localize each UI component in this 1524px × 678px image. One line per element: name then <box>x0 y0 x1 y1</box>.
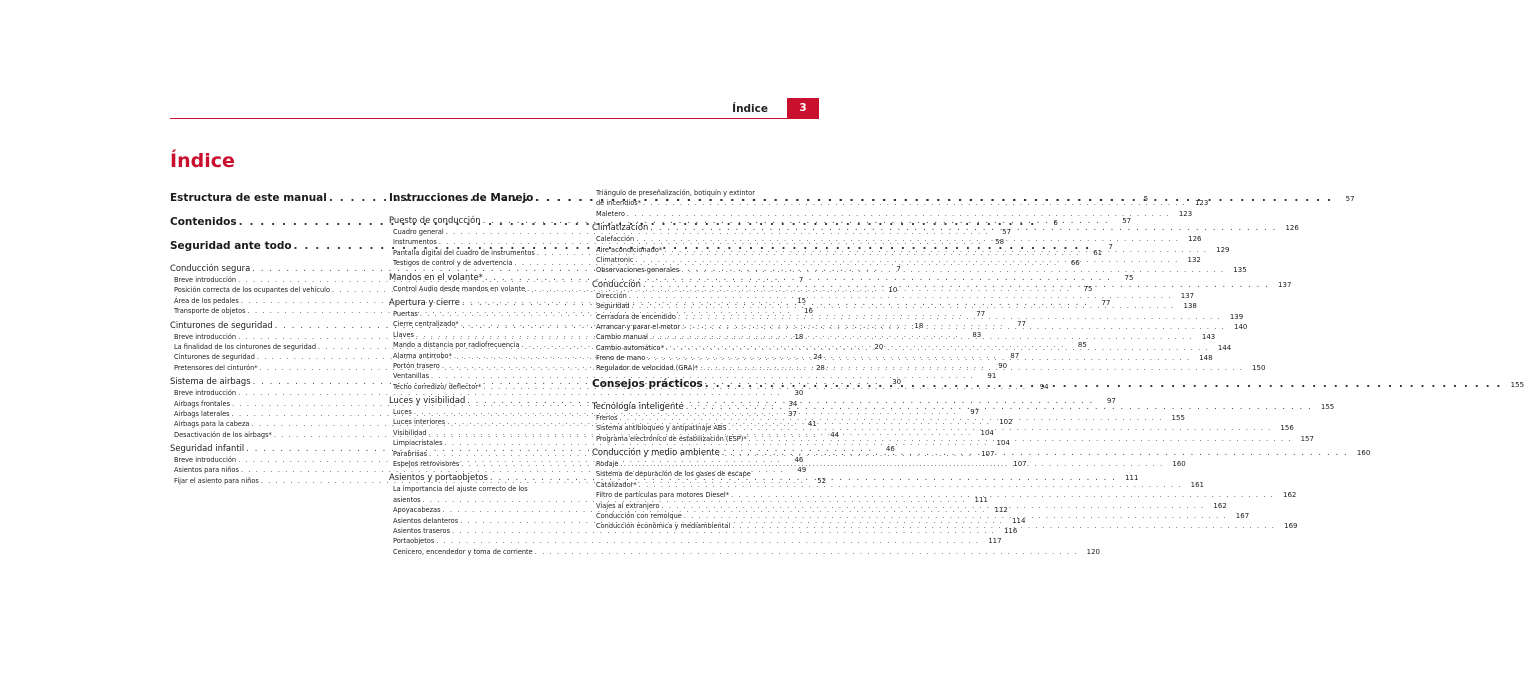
toc-entry-title: Observaciones generales <box>596 266 680 275</box>
toc-page-number: 90 <box>998 361 1008 370</box>
toc-entry-title: Cierre centralizado* <box>393 320 459 329</box>
toc-page-number: 15 <box>797 296 807 305</box>
toc-entry-title: Visibilidad <box>393 428 427 437</box>
dot-leader <box>632 301 1175 311</box>
dot-leader <box>627 209 1170 219</box>
toc-page-number: 83 <box>972 330 982 339</box>
toc-page-number: 7 <box>1108 243 1113 251</box>
toc-page-number: 30 <box>892 378 902 387</box>
dot-leader <box>636 255 1179 265</box>
dot-leader <box>643 278 1270 291</box>
toc-entry-title: Cambio automático* <box>596 343 664 352</box>
toc-page-number: 75 <box>1124 273 1134 282</box>
toc-page-number: 18 <box>794 332 804 341</box>
toc-entry-title: Techo corredizo/ deflector* <box>393 382 482 391</box>
toc-entry-title: Ventanillas <box>393 372 430 381</box>
toc-page-number: 107 <box>1013 460 1027 469</box>
toc-entry-title: Testigos de control y de advertencia <box>393 259 513 268</box>
dot-leader <box>684 511 1227 521</box>
toc-entry-title: Airbags laterales <box>174 409 230 418</box>
dot-leader <box>666 343 1209 353</box>
toc-page-number: 143 <box>1201 333 1216 342</box>
toc-page-number: 148 <box>1199 354 1213 363</box>
toc-entry-title: Frenos <box>596 413 618 422</box>
toc-entry-title: Puertas <box>393 309 418 318</box>
toc-entry-sub[interactable] <box>592 188 770 198</box>
toc-page-number: 114 <box>1012 516 1026 525</box>
dot-leader <box>722 446 1349 459</box>
toc-entry-title: Posición correcta de los ocupantes del vehículo <box>174 286 330 295</box>
toc-page-number: 140 <box>1234 322 1248 331</box>
toc-page-number: 123 <box>1194 199 1209 208</box>
toc-page-number: 129 <box>1216 245 1230 254</box>
toc-entry-title: Pantalla digital del cuadro de instrumentos <box>393 248 535 257</box>
dot-leader <box>728 423 1271 433</box>
toc-page-number: 155 <box>1320 402 1335 411</box>
toc-entry-title: Sistema de airbags <box>170 376 251 387</box>
toc-page-number: 58 <box>995 238 1005 247</box>
dot-leader <box>681 265 1224 275</box>
toc-page-number: 87 <box>1010 351 1020 360</box>
dot-leader <box>686 400 1313 413</box>
toc-page-number: 126 <box>1285 224 1299 233</box>
toc-page-number: 24 <box>813 353 823 362</box>
dot-leader <box>664 245 1207 255</box>
toc-entry-title: Luces <box>393 408 412 417</box>
dot-leader <box>705 376 1502 392</box>
toc-entry-title: Asientos delanteros <box>393 516 459 525</box>
dot-leader <box>700 363 1243 373</box>
toc-entry-title: Arrancar y parar el motor <box>596 322 681 331</box>
toc-page-number: 28 <box>815 363 825 372</box>
toc-entry-sub[interactable] <box>592 198 1209 208</box>
toc-entry-title: Triángulo de preseñalización, botiquín y extintor <box>596 189 755 197</box>
toc-page-number: 162 <box>1213 501 1227 510</box>
toc-page-number: 123 <box>1178 209 1193 218</box>
toc-entry-title: Fijar el asiento para niños <box>174 476 259 485</box>
dot-leader <box>661 501 1204 511</box>
toc-page-number: 137 <box>1278 280 1292 289</box>
toc-page-number: 85 <box>1077 341 1087 350</box>
running-header-title: Índice <box>732 103 768 115</box>
toc-entry-sub[interactable] <box>592 265 1247 275</box>
toc-entry-title: Programa electrónico de estabilización (ESP)* <box>596 434 747 443</box>
dot-leader <box>629 291 1172 301</box>
toc-page-number: 52 <box>817 476 827 485</box>
toc-page-number: 155 <box>1510 380 1524 389</box>
toc-page-number: 49 <box>797 466 807 475</box>
toc-page-number: 157 <box>1300 434 1314 443</box>
toc-page-number: 155 <box>1171 413 1185 422</box>
toc-entry-title: Seguridad <box>596 302 630 311</box>
toc-entry-title: Filtro de partículas para motores Diesel* <box>596 491 730 500</box>
toc-entry-title: Seguridad ante todo <box>170 240 292 252</box>
toc-entry-title: Limpiacristales <box>393 439 443 448</box>
toc-entry-title: de incendios* <box>596 199 641 208</box>
dot-leader <box>643 198 1186 208</box>
toc-page-number: 102 <box>999 418 1013 427</box>
toc-entry-title: Estructura de este manual <box>170 192 327 204</box>
dot-leader <box>650 332 1193 342</box>
toc-entry-sub[interactable] <box>592 469 770 479</box>
dot-leader <box>682 322 1225 332</box>
toc-entry-sub[interactable] <box>389 516 1026 526</box>
toc-entry-title: Contenidos <box>170 216 237 228</box>
toc-page-number: 104 <box>996 439 1010 448</box>
toc-page-number: 91 <box>987 372 997 381</box>
toc-entry-sub[interactable] <box>592 209 1193 219</box>
toc-entry-title: Airbags frontales <box>174 399 231 408</box>
toc-page-number: 112 <box>994 506 1008 515</box>
toc-entry-sub[interactable] <box>389 536 1002 546</box>
toc-entry-title: Breve introducción <box>174 389 237 398</box>
toc-page-number: 5 <box>1143 195 1149 203</box>
dot-leader <box>731 490 1274 500</box>
toc-entry-title: Cambio manual <box>596 333 648 342</box>
toc-entry-title: Instrucciones de Manejo <box>389 192 534 204</box>
toc-page-number: 161 <box>1190 480 1204 489</box>
toc-entry-sub[interactable] <box>389 547 1101 557</box>
toc-entry-title: Portaobjetos <box>393 537 435 546</box>
toc-page-number: 7 <box>798 276 804 284</box>
toc-page-number: 167 <box>1235 511 1250 520</box>
toc-entry-title: Rodaje <box>596 460 619 469</box>
toc-entry-title: Asientos traseros <box>393 526 451 535</box>
toc-entry-title: Catalizador* <box>596 480 637 489</box>
toc-page-number: 97 <box>1106 397 1116 406</box>
toc-entry-title: Calefacción <box>596 235 635 244</box>
toc-page-number: 10 <box>888 286 898 295</box>
dot-leader <box>732 521 1275 531</box>
toc-page-number: 139 <box>1229 312 1244 321</box>
toc-entry-title: La finalidad de los cinturones de seguridad <box>174 342 317 351</box>
toc-entry-title: Alarma antirrobo* <box>393 351 452 360</box>
dot-leader <box>636 234 1179 244</box>
toc-page-number: 111 <box>974 495 988 504</box>
page-number-badge: 3 <box>787 98 819 118</box>
toc-page-number: 156 <box>1280 424 1294 433</box>
toc-page-number: 61 <box>1093 248 1103 257</box>
toc-entry-title: Control Audio desde mandos en volante <box>393 284 526 293</box>
toc-page-number: 37 <box>787 409 797 418</box>
toc-page-number: 6 <box>1053 219 1058 227</box>
toc-entry-title: Luces y visibilidad <box>389 395 466 406</box>
toc-entry-title: Seguridad infantil <box>170 443 245 454</box>
toc-entry-title: Conducción <box>592 278 641 289</box>
toc-entry-title: Breve introducción <box>174 456 237 465</box>
dot-leader <box>678 312 1221 322</box>
toc-page-number: 138 <box>1183 302 1197 311</box>
toc-entry-title: Viajes al extranjero <box>596 501 660 510</box>
toc-page-number: 30 <box>794 389 804 398</box>
toc-page-number: 169 <box>1284 522 1298 531</box>
dot-leader <box>620 413 1163 423</box>
dot-leader <box>620 459 1163 469</box>
toc-entry-title: Cinturones de seguridad <box>170 319 273 330</box>
toc-page-number: 57 <box>1002 228 1012 236</box>
toc-page-number: 160 <box>1172 460 1186 469</box>
toc-entry-title: Aire acondicionado* <box>596 245 663 254</box>
toc-entry-title: Conducción segura <box>170 263 251 273</box>
toc-entry-title: Conducción económica y mediambiental <box>596 522 731 531</box>
toc-entry-title: Área de los pedales <box>174 296 239 305</box>
toc-page-number: 66 <box>1070 259 1080 268</box>
toc-entry-title: Climatronic <box>596 255 634 264</box>
toc-entry-title: La importancia del ajuste correcto de los <box>393 485 528 494</box>
toc-entry-title: Consejos prácticos <box>592 377 703 390</box>
toc-entry-title: Instrumentos <box>393 238 437 247</box>
dot-leader <box>639 480 1182 490</box>
toc-page-number: 75 <box>1083 284 1093 293</box>
dot-leader <box>436 536 979 546</box>
toc-entry-title: Breve introducción <box>174 276 237 284</box>
toc-page-number: 162 <box>1283 491 1297 500</box>
toc-page-number: 77 <box>1101 298 1111 307</box>
toc-page-number: 20 <box>874 342 884 351</box>
toc-entry-title: Mando a distancia por radiofrecuencia <box>393 341 520 350</box>
toc-page-number: 18 <box>914 321 924 330</box>
toc-page-number: 44 <box>830 430 840 439</box>
toc-entry-title: Conducción con remolque <box>596 511 682 520</box>
toc-entry-title: Desactivación de los airbags* <box>174 430 272 439</box>
dot-leader <box>749 434 1292 444</box>
toc-page-number: 57 <box>1122 217 1132 225</box>
toc-entry-title: Cenicero, encendedor y toma de corriente <box>393 547 533 556</box>
toc-entry-title: Cinturones de seguridad <box>174 353 255 362</box>
toc-page-number: 57 <box>1345 195 1355 203</box>
toc-page-number: 150 <box>1252 364 1266 373</box>
toc-entry-title: Regulador de velocidad (GRA)* <box>596 364 699 373</box>
dot-leader <box>650 221 1277 234</box>
toc-page-number: 117 <box>988 537 1002 546</box>
toc-page-number: 111 <box>1125 474 1139 483</box>
toc-page-number: 34 <box>788 399 798 408</box>
toc-entry-title: Asientos y portaobjetos <box>389 472 488 483</box>
page-title: Índice <box>170 150 235 172</box>
toc-entry-sub[interactable] <box>170 388 804 398</box>
dot-leader <box>535 547 1078 557</box>
toc-entry-title: Transporte de objetos <box>174 307 246 316</box>
toc-entry-title: Apertura y cierre <box>389 296 460 307</box>
toc-page-number: 16 <box>803 307 813 316</box>
toc-entry-title: Sistema antibloqueo y antipatinaje ABS <box>596 424 727 433</box>
toc-page-number: 46 <box>794 456 804 465</box>
toc-page-number: 107 <box>981 449 995 458</box>
toc-page-number: 77 <box>976 309 986 318</box>
toc-page-number: 116 <box>1003 526 1018 535</box>
toc-page-number: 132 <box>1187 255 1201 264</box>
toc-page-number: 137 <box>1180 291 1195 300</box>
toc-entry-title: asientos <box>393 495 421 504</box>
toc-page-number: 144 <box>1217 343 1232 352</box>
toc-page-number: 94 <box>1039 382 1049 391</box>
toc-entry-section[interactable] <box>389 214 1132 227</box>
toc-page-number: 46 <box>885 445 895 454</box>
toc-entry-title: Sistema de depuración de los gases de escape <box>596 470 751 479</box>
toc-entry-sub[interactable] <box>389 371 997 381</box>
toc-entry-title: Cuadro general <box>393 228 444 236</box>
toc-entry-title: Luces interiores <box>393 418 446 427</box>
dot-leader <box>647 353 1190 363</box>
toc-entry-title: Pretensores del cinturón* <box>174 363 258 372</box>
toc-entry-title: Llaves <box>393 330 414 339</box>
toc-entry-title: Parabrisas <box>393 449 428 458</box>
toc-entry-title: Maletero <box>596 209 625 218</box>
toc-entry-title: Asientos para niños <box>174 466 239 475</box>
toc-page-number: 160 <box>1356 449 1371 458</box>
toc-page-number: 7 <box>896 265 901 273</box>
toc-entry-title: Mandos en el volante* <box>389 271 483 282</box>
toc-entry-title: Climatización <box>592 222 649 233</box>
toc-entry-sub[interactable] <box>389 484 576 494</box>
header-rule <box>170 118 819 119</box>
toc-entry-title: Conducción y medio ambiente <box>592 447 720 458</box>
toc-entry-title: Freno de mano <box>596 354 646 363</box>
toc-entry-title: Puesto de conducción <box>389 215 481 225</box>
toc-page-number: 41 <box>807 420 817 429</box>
toc-page-number: 135 <box>1233 266 1247 275</box>
toc-page-number: 104 <box>980 428 994 437</box>
toc-entry-title: Dirección <box>596 291 627 300</box>
toc-page-number: 77 <box>1017 320 1026 329</box>
toc-page-number: 126 <box>1188 235 1202 244</box>
toc-entry-title: Airbags para la cabeza <box>174 420 250 429</box>
toc-entry-title: Apoyacabezas <box>393 506 441 515</box>
toc-page-number: 97 <box>970 408 980 417</box>
toc-entry-title: Cerradura de encendido <box>596 312 676 321</box>
toc-entry-title: Portón trasero <box>393 361 440 370</box>
toc-page-number: 120 <box>1086 547 1101 556</box>
toc-entry-title: Breve introducción <box>174 332 237 341</box>
toc-entry-title: Espejos retrovisores <box>393 460 460 469</box>
toc-entry-title: Tecnología inteligente <box>592 400 684 411</box>
